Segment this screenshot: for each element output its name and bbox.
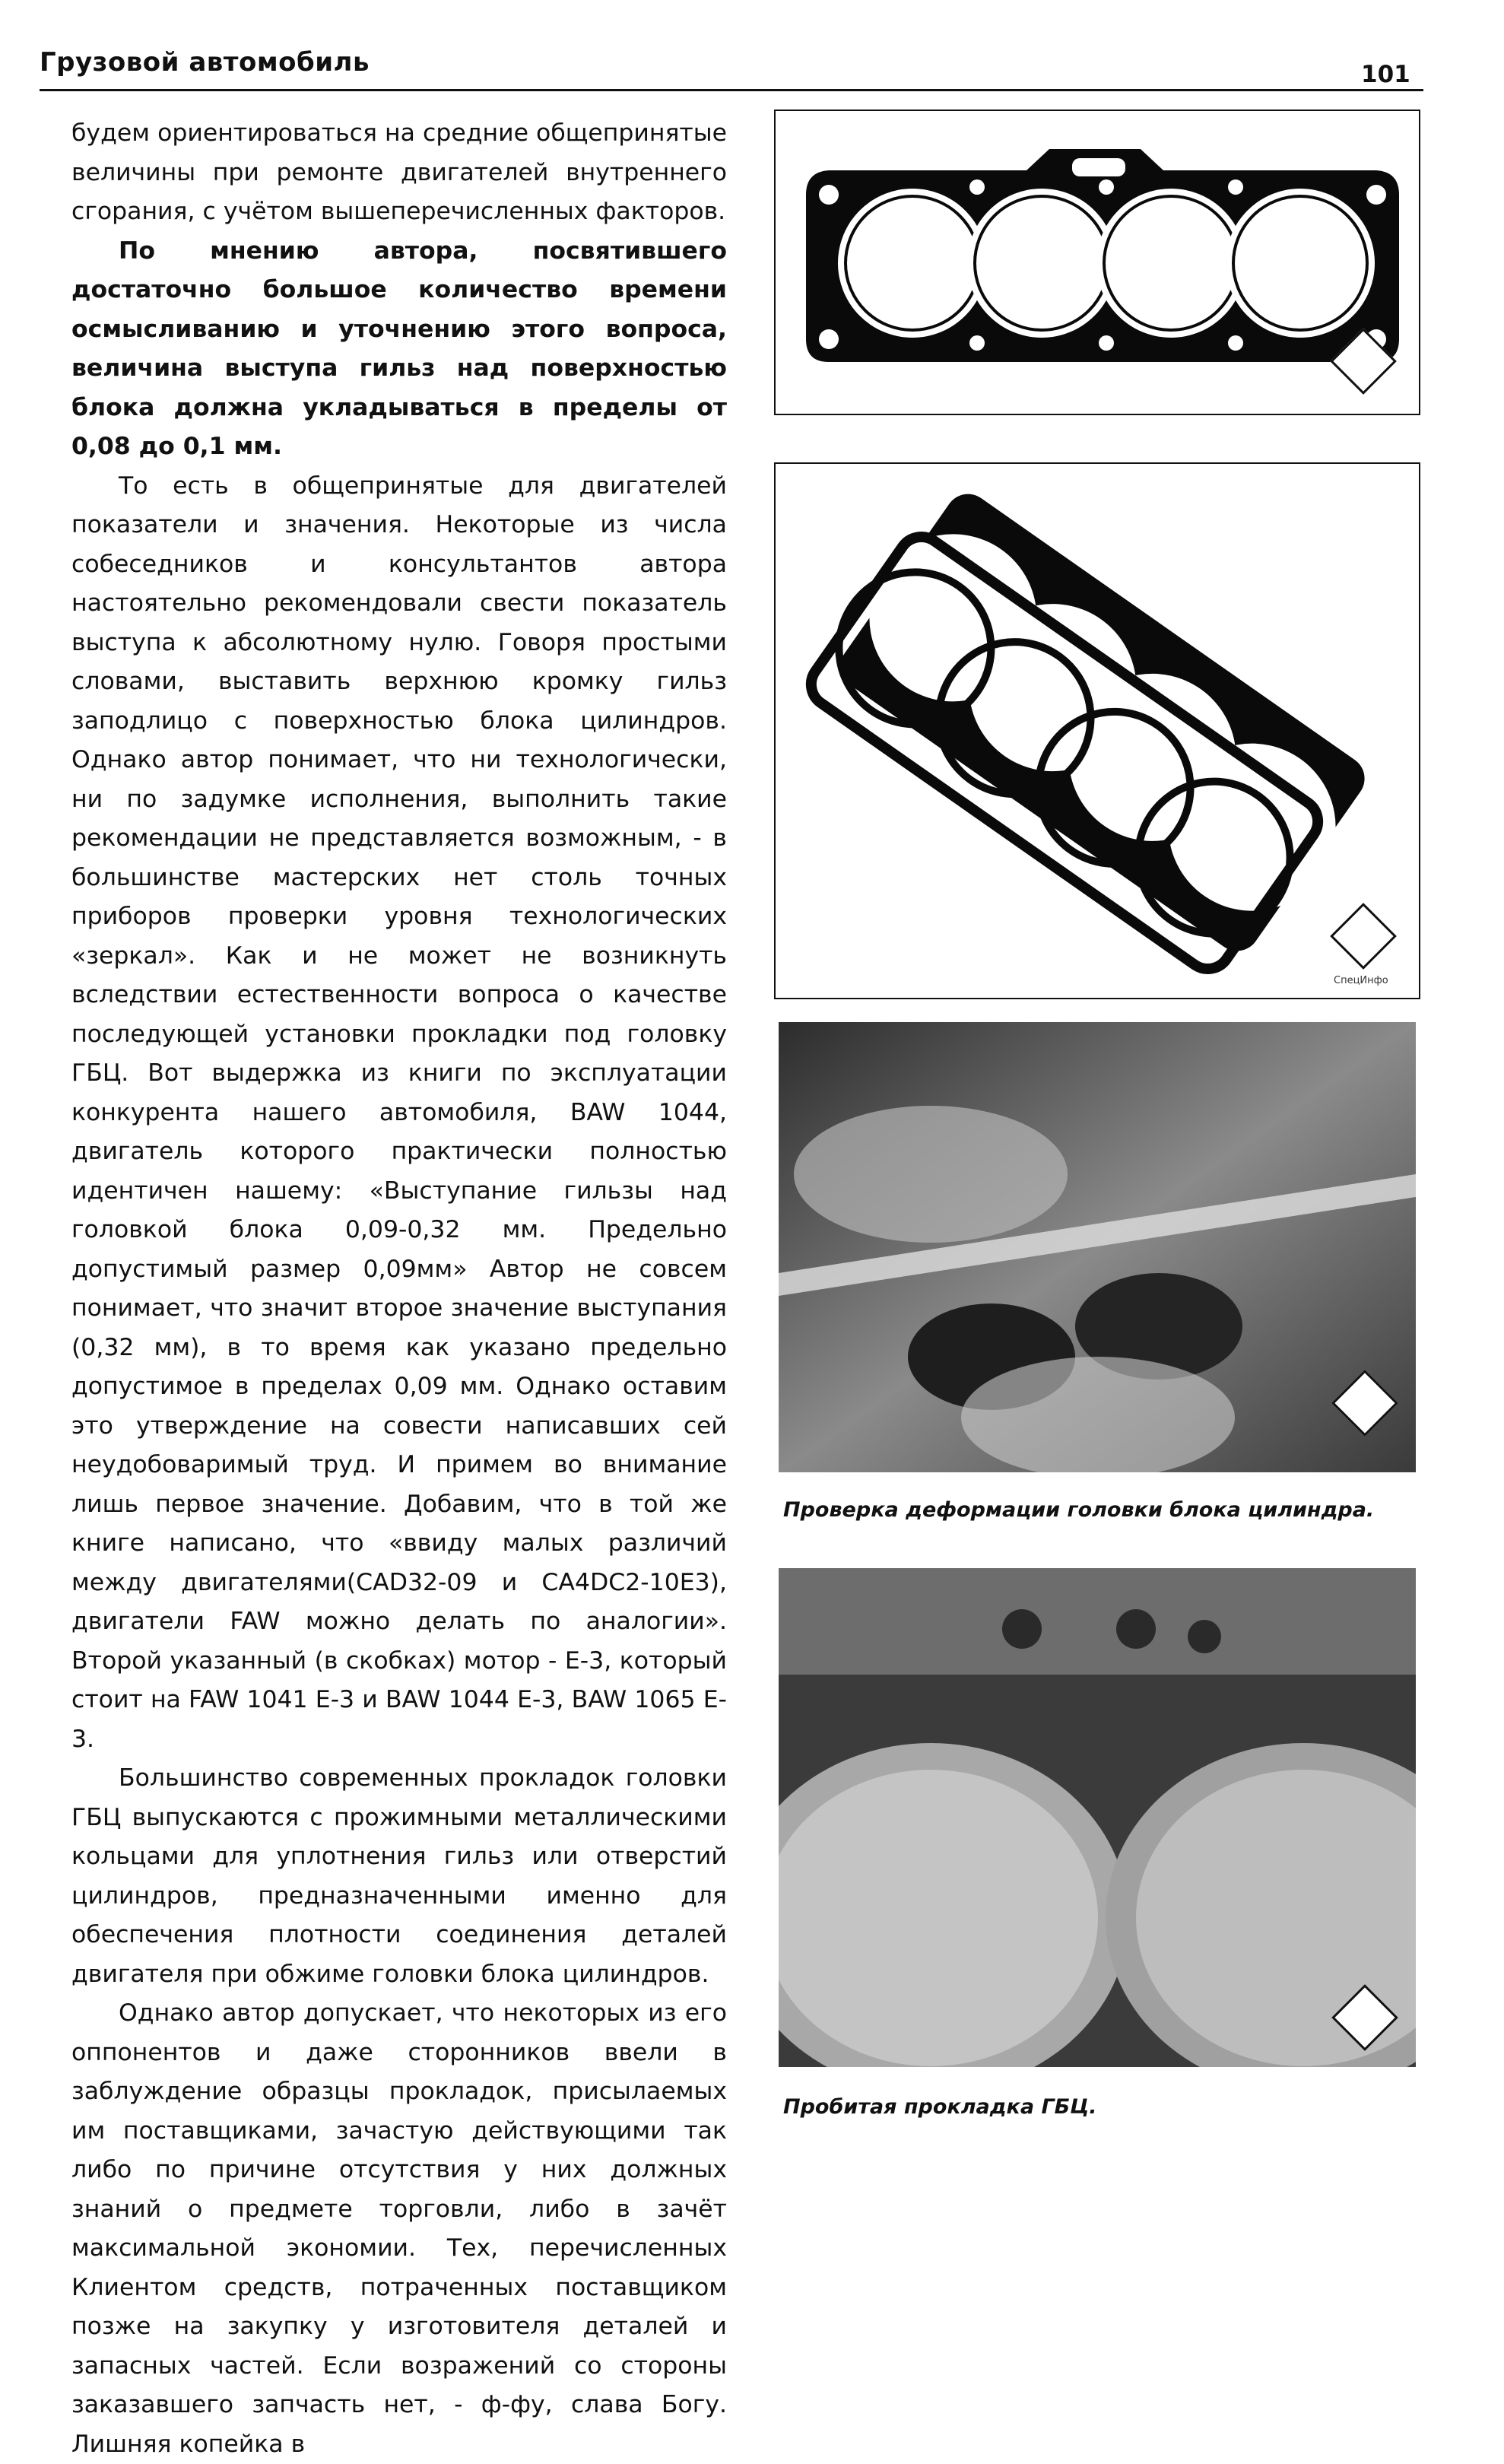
- paragraph-5: Однако автор допускает, что некоторых из его оппонентов и даже сторонников ввели в заблуждение образцы прокладок, присылаемых им поставщиками, зачастую действующими так либо по причине отсутствия у них должных знаний о предмете торговли, либо в зачёт максимальной экономии. Тех, перечисленных Клиентом средств, потраченных поставщиком позже на закупку у изготовителя деталей и запасных частей. Если возражений со стороны заказавшего запчасть нет, - ф-фу, слава Богу. Лишняя копейка в: [71, 1999, 727, 2458]
- specinfo-logo-icon: [1341, 1994, 1388, 2041]
- paragraph-3: То есть в общепринятые для двигателей показатели и значения. Некоторые из числа собеседников и консультантов автора настоятельно рекомендовали свести показатель выступа к абсолютному нулю. Говоря простыми словами, выставить верхнюю кромку гильз заподлицо с поверхностью блока цилиндров. Однако автор понимает, что ни технологически, ни по задумке исполнения, выполнить такие рекомендации не представляется возможным, - в большинстве мастерских нет столь точных приборов проверки уровня технологических «зеркал». Как и не может не возникнуть вследствии естественности вопроса о качестве последующей установки прокладки под головку ГБЦ. Вот выдержка из книги по эксплуатации конкурента нашего автомобиля, BAW 1044, двигатель которого практически полностью идентичен нашему: «Выступание гильзы над головкой блока 0,09-0,32 мм. Предельно допустимый размер 0,09мм» Автор не совсем понимает, что значит второе значение выступания (0,32 мм), в то время как указано предельно допустимое в пределах 0,09 мм. Однако оставим это утверждение на совести написавших сей неудобоваримый труд. И примем во внимание лишь первое значение. Добавим, что в той же книге написано, что «ввиду малых различий между двигателями(CAD32-09 и CA4DC2-10E3), двигатели FAW можно делать по аналогии». Второй указанный (в скобках) мотор - E-3, который стоит на FAW 1041 E-3 и BAW 1044 E-3, BAW 1065 E-3.: [71, 472, 727, 1753]
- specinfo-logo-icon: [1341, 1380, 1388, 1427]
- caption-blown-gasket: Пробитая прокладка ГБЦ.: [783, 2095, 1097, 2119]
- body-text-column: [71, 114, 727, 2464]
- photo-blown-gasket: [779, 1568, 1416, 2067]
- gasket-flat-illustration: [776, 111, 1419, 414]
- page-number: 101: [1361, 61, 1410, 88]
- running-header: Грузовой автомобиль: [40, 47, 370, 78]
- specinfo-logo-icon: [1340, 338, 1387, 385]
- watermark-text: СпецИнфо: [1334, 975, 1388, 986]
- caption-head-deformation: Проверка деформации головки блока цилиндра.: [783, 1498, 1375, 1522]
- photo-head-deformation-check: [779, 1022, 1416, 1472]
- header-rule: [40, 89, 1423, 91]
- specinfo-logo-icon: [1340, 913, 1387, 960]
- paragraph-4: Большинство современных прокладок головки ГБЦ выпускаются с прожимными металлическими кольцами для уплотнения гильз или отверстий цилиндров, предназначенными именно для обеспечения плотности соединения деталей двигателя при обжиме головки блока цилиндров.: [71, 1764, 727, 1988]
- figure-gasket-angled: [774, 462, 1420, 999]
- figure-gasket-flat: [774, 110, 1420, 415]
- paragraph-1: будем ориентироваться на средние общепринятые величины при ремонте двигателей внутреннего сгорания, с учётом вышеперечисленных факторов.: [71, 119, 727, 225]
- paragraph-2-bold: По мнению автора, посвятившего достаточно большое количество времени осмысливанию и уточнению этого вопроса, величина выступа гильз над поверхностью блока должна укладываться в пределы от 0,08 до 0,1 мм.: [71, 237, 727, 460]
- gasket-angled-illustration: [776, 464, 1419, 998]
